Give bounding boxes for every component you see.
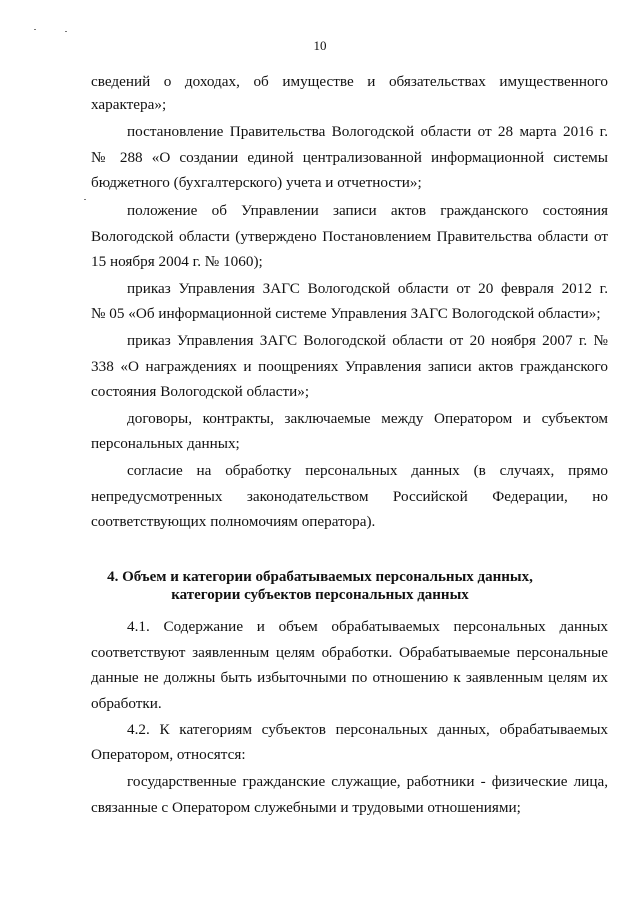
text-line: 4.1. Содержание и объем обрабатываемых персональных данных <box>127 618 608 635</box>
text-line: приказ Управления ЗАГС Вологодской области от 20 февраля 2012 г. <box>127 280 608 297</box>
page-number: 10 <box>313 38 327 53</box>
text-line: № 288 «О создании единой централизованной информационной системы <box>91 149 608 166</box>
text-line: связанные с Оператором служебными и трудовыми отношениями; <box>91 799 521 816</box>
text-line: соответствующих полномочиям оператора). <box>91 513 376 530</box>
scan-speck <box>84 199 86 200</box>
text-line: непредусмотренных законодательством Российской Федерации, но <box>91 488 608 505</box>
text-line: сведений о доходах, об имуществе и обязательствах имущественного <box>91 73 608 90</box>
text-line: обработки. <box>91 695 162 712</box>
text-line: согласие на обработку персональных данных (в случаях, прямо <box>127 462 608 479</box>
text-line: бюджетного (бухгалтерского) учета и отчетности»; <box>91 174 422 191</box>
text-line: приказ Управления ЗАГС Вологодской области от 20 ноября 2007 г. № <box>127 332 608 349</box>
text-line: характера»; <box>91 96 167 113</box>
section-heading-line-2: категории субъектов персональных данных <box>171 587 469 603</box>
text-line: состояния Вологодской области»; <box>91 383 310 400</box>
scan-speck <box>65 31 67 32</box>
text-line: № 05 «Об информационной системе Управления ЗАГС Вологодской области»; <box>91 305 601 322</box>
text-line: соответствуют заявленным целям обработки. Обрабатываемые персональные <box>91 644 608 661</box>
text-line: государственные гражданские служащие, работники - физические лица, <box>127 773 608 790</box>
text-line: 4.2. К категориям субъектов персональных данных, обрабатываемых <box>127 721 608 738</box>
text-line: данные не должны быть избыточными по отношению к заявленным целям их <box>91 669 608 686</box>
text-line: персональных данных; <box>91 435 240 452</box>
text-line: Оператором, относятся: <box>91 746 246 763</box>
text-line: Вологодской области (утверждено Постановлением Правительства области от <box>91 228 608 245</box>
scan-speck <box>34 29 36 30</box>
section-heading-line-1: 4. Объем и категории обрабатываемых персональных данных, <box>107 569 533 585</box>
text-line: положение об Управлении записи актов гражданского состояния <box>127 202 608 219</box>
text-line: 15 ноября 2004 г. № 1060); <box>91 253 263 270</box>
text-line: постановление Правительства Вологодской области от 28 марта 2016 г. <box>127 123 608 140</box>
text-line: договоры, контракты, заключаемые между Оператором и субъектом <box>127 410 608 427</box>
text-line: 338 «О награждениях и поощрениях Управления записи актов гражданского <box>91 358 608 375</box>
